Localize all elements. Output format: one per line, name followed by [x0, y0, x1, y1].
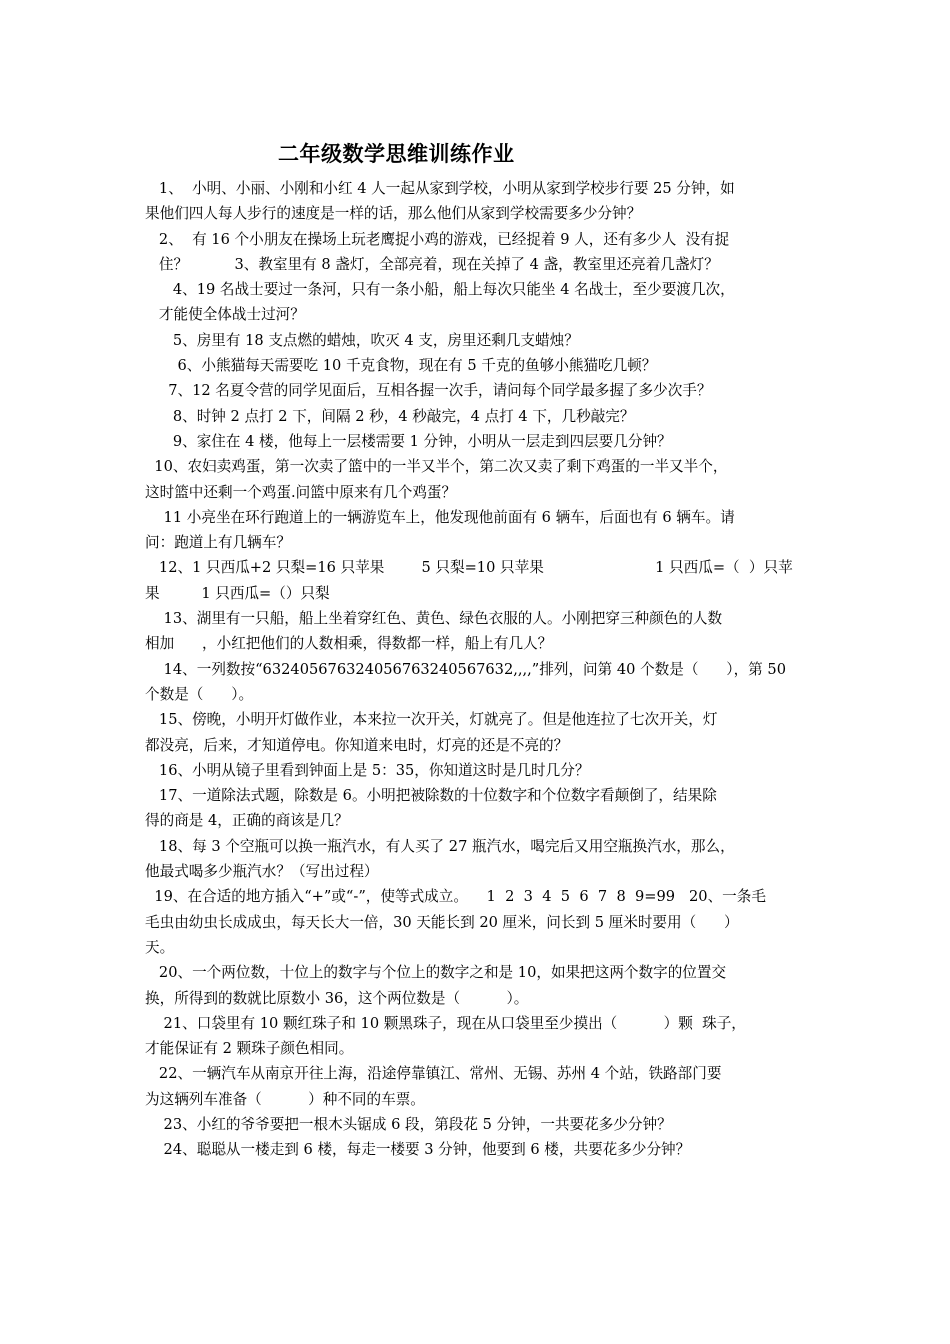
text-line: 1、 小明、小丽、小刚和小红 4 人一起从家到学校，小明从家到学校步行要 25 分钟，如	[145, 180, 735, 197]
text-line: 为这辆列车准备（ ）种不同的车票。	[145, 1090, 425, 1108]
text-line: 得的商是 4，正确的商该是几？	[145, 812, 349, 830]
text-line: 11 小亮坐在环行跑道上的一辆游览车上，他发现他前面有 6 辆车，后面也有 6 辆车。请	[145, 508, 735, 526]
text-line: 24、聪聪从一楼走到 6 楼，每走一楼要 3 分钟，他要到 6 楼，共要花多少分钟？	[145, 1141, 691, 1159]
text-line: 问：跑道上有几辆车？	[145, 534, 291, 552]
text-line: 14、一列数按“632405676324056763240567632,,,,”排列，问第 40 个数是（ ），第 50	[145, 660, 786, 678]
text-line: 这时篮中还剩一个鸡蛋.问篮中原来有几个鸡蛋？	[145, 483, 457, 501]
text-line: 换，所得到的数就比原数小 36，这个两位数是（ ）。	[145, 989, 529, 1007]
document-title: 二年级数学思维训练作业	[278, 141, 515, 166]
text-line: 毛虫由幼虫长成成虫，每天长大一倍，30 天能长到 20 厘米，问长到 5 厘米时要用（ ）	[145, 913, 739, 931]
text-line: 17、一道除法式题，除数是 6。小明把被除数的十位数字和个位数字看颠倒了，结果除	[145, 787, 717, 805]
text-line: 才能使全体战士过河？	[145, 306, 305, 324]
text-line: 都没亮，后来，才知道停电。你知道来电时，灯亮的还是不亮的？	[145, 736, 569, 754]
text-line: 9、家住在 4 楼，他每上一层楼需要 1 分钟，小明从一层走到四层要几分钟？	[145, 432, 672, 450]
text-line: 相加 ，小红把他们的人数相乘，得数都一样，船上有几人？	[145, 635, 553, 653]
text-line: 8、时钟 2 点打 2 下，间隔 2 秒，4 秒敲完，4 点打 4 下，几秒敲完？	[145, 407, 635, 425]
text-line: 20、一个两位数，十位上的数字与个位上的数字之和是 10，如果把这两个数字的位置交	[145, 964, 727, 982]
text-line: 果 1 只西瓜=（）只梨	[145, 584, 330, 602]
text-line: 个数是（ ）。	[145, 685, 254, 703]
text-line: 15、傍晚，小明开灯做作业，本来拉一次开关，灯就亮了。但是他连拉了七次开关，灯	[145, 711, 718, 729]
text-line: 13、湖里有一只船，船上坐着穿红色、黄色、绿色衣服的人。小刚把穿三种颜色的人数	[145, 610, 723, 628]
text-line: 18、每 3 个空瓶可以换一瓶汽水，有人买了 27 瓶汽水，喝完后又用空瓶换汽水，那么，	[145, 837, 735, 855]
text-line: 4、19 名战士要过一条河，只有一条小船，船上每次只能坐 4 名战士，至少要渡几次，	[145, 281, 735, 299]
text-line: 7、12 名夏令营的同学见面后，互相各握一次手，请问每个同学最多握了多少次手？	[145, 382, 712, 400]
text-line: 22、一辆汽车从南京开往上海，沿途停靠镇江、常州、无锡、苏州 4 个站，铁路部门要	[145, 1065, 722, 1083]
text-line: 12、1 只西瓜+2 只梨=16 只苹果 5 只梨=10 只苹果 1 只西瓜=（ ）只苹	[145, 559, 793, 577]
text-line: 他最式喝多少瓶汽水？（写出过程）	[145, 863, 379, 881]
text-line: 21、口袋里有 10 颗红珠子和 10 颗黑珠子，现在从口袋里至少摸出（ ）颗 珠子，	[145, 1014, 746, 1032]
text-line: 住？ 3、教室里有 8 盏灯，全部亮着，现在关掉了 4 盏，教室里还亮着几盏灯？	[145, 255, 719, 273]
text-line: 5、房里有 18 支点燃的蜡烛，吹灭 4 支，房里还剩几支蜡烛？	[145, 331, 579, 349]
text-line: 天。	[145, 938, 175, 956]
text-line: 6、小熊猫每天需要吃 10 千克食物，现在有 5 千克的鱼够小熊猫吃几顿？	[145, 357, 657, 375]
text-line: 16、小明从镜子里看到钟面上是 5：35，你知道这时是几时几分？	[145, 761, 590, 779]
text-line: 10、农妇卖鸡蛋，第一次卖了篮中的一半又半个，第二次又卖了剩下鸡蛋的一半又半个，	[145, 458, 728, 476]
text-line: 23、小红的爷爷要把一根木头锯成 6 段，第段花 5 分钟，一共要花多少分钟？	[145, 1115, 672, 1133]
document-body	[145, 176, 805, 1163]
text-line: 2、 有 16 个小朋友在操场上玩老鹰捉小鸡的游戏，已经捉着 9 人，还有多少人 没有捉	[145, 230, 730, 248]
text-line: 才能保证有 2 颗珠子颜色相同。	[145, 1040, 354, 1058]
text-line: 果他们四人每人步行的速度是一样的话，那么他们从家到学校需要多少分钟？	[145, 205, 642, 223]
text-line: 19、在合适的地方插入“+”或“-”，使等式成立。 1 2 3 4 5 6 7 8 9=99 20、一条毛	[145, 888, 766, 906]
